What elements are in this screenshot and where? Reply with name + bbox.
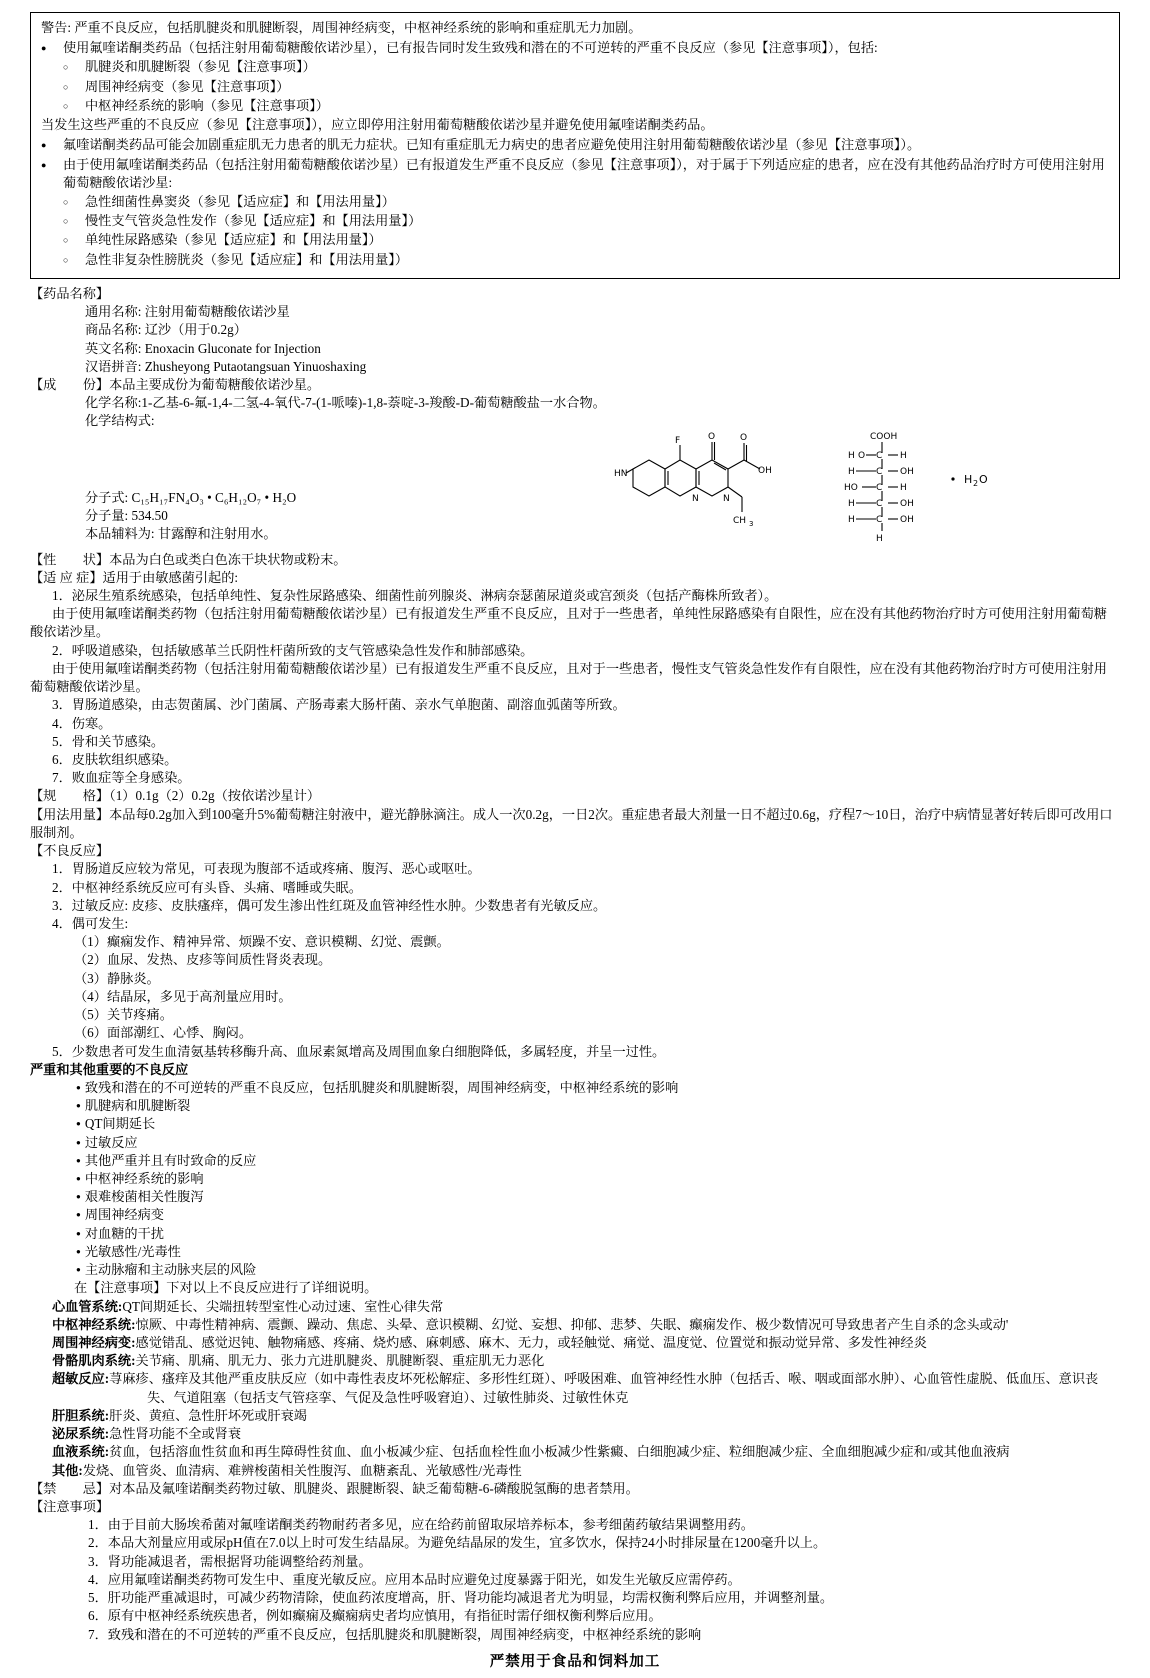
list-item: 4．应用氟喹诺酮类药物可发生中、重度光敏反应。应用本品时应避免过度暴露于阳光，如发生光敏反应需停药。 <box>88 1571 741 1587</box>
mw-key: 分子量: <box>85 507 129 523</box>
warning-bullet-3 <box>41 156 1109 192</box>
chem-name-key: 化学名称: <box>85 395 142 411</box>
adverse-subitem: （2）血尿、发热、皮疹等间质性肾炎表现。 <box>74 952 332 968</box>
adverse-item: 2．中枢神经系统反应可有头昏、头痛、嗜睡或失眠。 <box>52 879 362 895</box>
adverse-system-text: 荨麻疹、瘙痒及其他严重皮肤反应（如中毒性表皮坏死松解症、多形性红斑）、呼吸困难、血管神经性水肿（包括舌、喉、咽或面部水肿）、心血管性虚脱、低血压、意识丧失、气道阻塞（包括支气管痉挛、气促及急性呼吸窘迫）、过敏性肺炎、过敏性休克 <box>109 1371 1099 1405</box>
excipient-value: 甘露醇和注射用水。 <box>157 526 277 542</box>
struct-label: 化学结构式: <box>85 413 155 429</box>
drug-label-page <box>30 0 1120 1678</box>
svg-text:C: C <box>876 466 883 477</box>
list-item <box>63 231 1109 249</box>
adverse-system-category: 心血管系统: <box>52 1298 123 1314</box>
adverse-system-category: 肝胆系统: <box>52 1407 110 1423</box>
svg-text:2: 2 <box>973 478 979 488</box>
list-item: ● 主动脉瘤和主动脉夹层的风险 <box>70 1261 1120 1279</box>
section-title-adverse: 【不良反应】 <box>30 843 110 859</box>
list-item <box>63 193 1109 211</box>
hollow-bullet-icon <box>63 212 85 229</box>
warning-bullet-1 <box>41 39 1109 57</box>
section-contraindications <box>30 1480 1120 1498</box>
adverse-system-text: 急性肾功能不全或肾衰 <box>109 1426 242 1442</box>
svg-text:H: H <box>900 450 907 461</box>
indication-item: 4．伤寒。 <box>52 715 112 731</box>
list-item-label: 慢性支气管炎急性发作（参见【适应症】和【用法用量】） <box>85 213 422 229</box>
hollow-bullet-icon <box>63 58 85 75</box>
list-item: 3．肾功能减退者，需根据肾功能调整给药剂量。 <box>88 1553 372 1569</box>
section-properties <box>30 551 1120 569</box>
warning-line-2: 当发生这些严重的不良反应（参见【注意事项】），应立即停用注射用葡萄糖酸依诺沙星并避免使用氟喹诺酮类药品。 <box>41 117 714 133</box>
list-item <box>63 78 1109 96</box>
list-item: ● 光敏感性/光毒性 <box>70 1243 1120 1261</box>
adverse-system-text: 关节痛、肌痛、肌无力、张力亢进肌腱炎、肌腱断裂、重症肌无力恶化 <box>135 1353 545 1369</box>
svg-text:OH: OH <box>900 466 914 477</box>
adverse-system-text: 贫血，包括溶血性贫血和再生障碍性贫血、血小板减少症、包括血栓性血小板减少性紫癜、白细胞减少症、粒细胞减少症、全血细胞减少症和/或其他血液病 <box>109 1444 1010 1460</box>
warning-headline: 警告: 严重不良反应，包括肌腱炎和肌腱断裂，周围神经病变，中枢神经系统的影响和重症肌无力加剧。 <box>41 20 642 35</box>
mw-value: 534.50 <box>131 507 168 523</box>
list-item: 5．肝功能严重减退时，可减少药物清除，使血药浓度增高，肝、肾功能均减退者尤为明显，均需权衡利弊后应用，并调整剂量。 <box>88 1590 834 1606</box>
indications-heading-row <box>30 569 1120 587</box>
adverse-system-row <box>52 1443 1120 1461</box>
indication-note: 由于使用氟喹诺酮类药物（包括注射用葡萄糖酸依诺沙星）已有报道发生严重不良反应，且对于一些患者，单纯性尿路感染有自限性，应在没有其他药物治疗时方可使用注射用葡萄糖酸依诺沙星。 <box>30 606 1107 640</box>
structure-figures <box>570 417 1030 542</box>
indications-intro: 适用于由敏感菌引起的: <box>102 569 239 585</box>
list-item: ● 致残和潜在的不可逆转的严重不良反应，包括肌腱炎和肌腱断裂，周围神经病变，中枢神经系统的影响 <box>70 1079 1120 1097</box>
list-item-label: 肌腱炎和肌腱断裂（参见【注意事项】） <box>85 59 316 75</box>
svg-text:F: F <box>675 435 681 446</box>
adverse-system-row <box>52 1298 1120 1316</box>
excipient-key: 本品辅料为: <box>85 526 155 542</box>
svg-text:C: C <box>876 514 883 525</box>
list-item <box>63 212 1109 230</box>
list-item-label: 急性细菌性鼻窦炎（参见【适应症】和【用法用量】） <box>85 193 395 209</box>
svg-text:H: H <box>848 466 855 477</box>
composition-intro: 本品主要成份为葡萄糖酸依诺沙星。 <box>109 376 321 392</box>
hollow-bullet-icon <box>63 97 85 114</box>
drug-name-key: 英文名称: <box>85 340 142 356</box>
svg-text:H: H <box>848 450 855 461</box>
section-title-spec: 【规 格】 <box>30 788 110 804</box>
svg-text:O: O <box>858 450 866 461</box>
svg-text:O: O <box>740 432 748 443</box>
drug-name-key: 商品名称: <box>85 322 142 338</box>
drug-name-key: 汉语拼音: <box>85 358 142 374</box>
svg-text:HN: HN <box>614 468 628 479</box>
list-item: ● 肌腱病和肌腱断裂 <box>70 1097 1120 1115</box>
hollow-bullet-icon <box>63 193 85 210</box>
adverse-detail-note: 在【注意事项】下对以上不良反应进行了详细说明。 <box>74 1280 378 1296</box>
list-item: 2．本品大剂量应用或尿pH值在7.0以上时可发生结晶尿。为避免结晶尿的发生，宜多饮水，保持24小时排尿量在1200毫升以上。 <box>88 1535 827 1551</box>
section-indications <box>30 569 1120 788</box>
list-item <box>63 97 1109 115</box>
svg-text:O: O <box>708 431 716 442</box>
list-item-label: 中枢神经系统的影响（参见【注意事项】） <box>85 97 329 113</box>
section-precautions <box>30 1498 1120 1644</box>
adverse-item: 1．胃肠道反应较为常见，可表现为腹部不适或疼痛、腹泻、恶心或呕吐。 <box>52 861 481 877</box>
section-spec <box>30 787 1120 805</box>
svg-text:OH: OH <box>900 514 914 525</box>
svg-text:H: H <box>964 472 973 486</box>
drug-name-key: 通用名称: <box>85 304 142 320</box>
spec-text: （1）0.1g（2）0.2g（按依诺沙星计） <box>109 788 321 804</box>
svg-text:O: O <box>979 472 988 486</box>
adverse-system-category: 泌尿系统: <box>52 1426 110 1442</box>
drug-name-value: 注射用葡萄糖酸依诺沙星 <box>144 304 290 320</box>
warning-bullet-2-text: 氟喹诺酮类药品可能会加剧重症肌无力患者的肌无力症状。已知有重症肌无力病史的患者应避免使用注射用葡萄糖酸依诺沙星（参见【注意事项】）。 <box>63 137 921 153</box>
svg-text:OH: OH <box>900 498 914 509</box>
precautions-list <box>30 1516 1120 1644</box>
chem-name-value: 1-乙基-6-氟-1,4-二氢-4-氧代-7-(1-哌嗪)-1,8-萘啶-3-羧酸-D-葡萄糖酸盐一水合物。 <box>141 395 606 411</box>
section-title-indications: 【适 应 症】 <box>30 569 103 585</box>
list-item: ● 周围神经病变 <box>70 1206 1120 1224</box>
svg-text:H: H <box>848 514 855 525</box>
warning-box <box>30 12 1120 279</box>
contraindications-text: 对本品及氟喹诺酮类药物过敏、肌腱炎、跟腱断裂、缺乏葡萄糖-6-磷酸脱氢酶的患者禁用。 <box>109 1480 639 1496</box>
hollow-bullet-icon <box>63 78 85 95</box>
adverse-system-category: 血液系统: <box>52 1444 110 1460</box>
list-item-label: 急性非复杂性膀胱炎（参见【适应症】和【用法用量】） <box>85 251 409 267</box>
indication-item: 5．骨和关节感染。 <box>52 733 165 749</box>
svg-text:COOH: COOH <box>870 431 898 442</box>
list-item <box>63 251 1109 269</box>
adverse-item: 4．偶可发生: <box>52 915 129 931</box>
svg-text:H: H <box>900 482 907 493</box>
adverse-system-row <box>52 1425 1120 1443</box>
adverse-system-row <box>52 1352 1120 1370</box>
section-dosage <box>30 806 1120 842</box>
svg-text:CH: CH <box>733 515 747 526</box>
adverse-system-text: QT间期延长、尖端扭转型室性心动过速、室性心律失常 <box>122 1298 444 1314</box>
list-item: ● QT间期延长 <box>70 1115 1120 1133</box>
properties-text: 本品为白色或类白色冻干块状物或粉末。 <box>109 551 347 567</box>
enoxacin-gluconate-structure-svg <box>570 417 1030 542</box>
section-drug-name <box>30 285 1120 376</box>
indication-item: 6．皮肤软组织感染。 <box>52 752 178 767</box>
adverse-item: 3．过敏反应: 皮疹、皮肤瘙痒，偶可发生渗出性红斑及血管神经性水肿。少数患者有光敏反应。 <box>52 897 607 913</box>
svg-text:C: C <box>876 498 883 509</box>
indication-item: 2．呼吸道感染，包括敏感革兰氏阴性杆菌所致的支气管感染急性发作和肺部感染。 <box>52 642 534 658</box>
warning-bullet-3-text: 由于使用氟喹诺酮类药品（包括注射用葡萄糖酸依诺沙星）已有报道发生严重不良反应（参见【注意事项】），对于属于下列适应症的患者，应在没有其他药品治疗时方可使用注射用葡萄糖酸依诺沙星: <box>63 156 1105 190</box>
svg-text:H: H <box>876 533 883 542</box>
bullet-icon <box>41 39 63 56</box>
svg-text:H: H <box>848 498 855 509</box>
svg-text:N: N <box>692 493 699 504</box>
list-item: ● 过敏反应 <box>70 1134 1120 1152</box>
adverse-item: 5．少数患者可发生血清氨基转移酶升高、血尿素氮增高及周围血象白细胞降低，多属轻度，并呈一过性。 <box>52 1043 666 1059</box>
adverse-system-row <box>52 1334 1120 1352</box>
drug-name-row <box>85 358 1120 376</box>
drug-name-value: Enoxacin Gluconate for Injection <box>144 340 321 356</box>
list-item-label: 单纯性尿路感染（参见【适应症】和【用法用量】） <box>85 232 382 248</box>
adverse-subitem: （4）结晶尿，多见于高剂量应用时。 <box>74 988 292 1004</box>
adverse-subitem: （5）关节疼痛。 <box>74 1007 173 1023</box>
section-title-properties: 【性 状】 <box>30 551 110 567</box>
indication-item: 3．胃肠道感染，由志贺菌属、沙门菌属、产肠毒素大肠杆菌、亲水气单胞菌、副溶血弧菌等所致。 <box>52 697 626 713</box>
section-title-dosage: 【用法用量】 <box>30 806 110 822</box>
formula-value: C₁₅H₁₇FN₄O₃ • C₆H₁₂O₇ • H₂O <box>131 489 297 505</box>
adverse-system-category: 中枢神经系统: <box>52 1316 136 1332</box>
drug-name-value: Zhusheyong Putaotangsuan Yinuoshaxing <box>144 358 367 374</box>
svg-text:HO: HO <box>844 482 858 493</box>
warning-bullet-2 <box>41 136 1109 154</box>
adverse-system-row <box>52 1462 1120 1480</box>
warning-bullet-1-sublist <box>63 58 1109 115</box>
svg-text:N: N <box>723 493 730 504</box>
hollow-bullet-icon <box>63 231 85 248</box>
list-item: 1．由于目前大肠埃希菌对氟喹诺酮类药物耐药者多见，应在给药前留取尿培养标本，参考细菌药敏结果调整用药。 <box>88 1517 754 1533</box>
drug-name-row <box>85 340 1120 358</box>
svg-text:C: C <box>876 482 883 493</box>
drug-name-row <box>85 321 1120 339</box>
drug-name-row <box>85 303 1120 321</box>
indication-note: 由于使用氟喹诺酮类药物（包括注射用葡萄糖酸依诺沙星）已有报道发生严重不良反应，且对于一些患者，慢性支气管炎急性发作有自限性，应在没有其他药物治疗时方可使用注射用葡萄糖酸依诺沙星。 <box>30 660 1107 695</box>
bullet-icon <box>41 156 63 173</box>
section-title-drug-name: 【药品名称】 <box>30 285 110 301</box>
list-item: 7．致残和潜在的不可逆转的严重不良反应，包括肌腱炎和肌腱断裂，周围神经病变，中枢神经系统的影响 <box>88 1626 702 1642</box>
section-adverse <box>30 842 1120 1480</box>
composition-heading-row <box>30 376 1120 394</box>
adverse-system-text: 惊厥、中毒性精神病、震颤、躁动、焦虑、头晕、意识模糊、幻觉、妄想、抑郁、悲梦、失眠、癫痫发作、极少数情况可导致患者产生自杀的念头或动' <box>135 1316 1009 1332</box>
dosage-text: 本品每0.2g加入到100毫升5%葡萄糖注射液中，避光静脉滴注。成人一次0.2g，一日2次。重症患者最大剂量一日不超过0.6g，疗程7～10日，治疗中病情显著好转后即可改用口服制剂。 <box>30 806 1113 840</box>
list-item: ● 对血糖的干扰 <box>70 1225 1120 1243</box>
adverse-subitem: （6）面部潮红、心悸、胸闷。 <box>74 1025 253 1041</box>
section-composition <box>30 376 1120 551</box>
chemical-structure-area <box>30 431 1120 551</box>
serious-adverse-list <box>70 1079 1120 1279</box>
svg-text:OH: OH <box>758 465 772 476</box>
warning-bullet-3-sublist <box>63 193 1109 269</box>
list-item: ● 中枢神经系统的影响 <box>70 1170 1120 1188</box>
drug-name-value: 辽沙（用于0.2g） <box>144 322 247 338</box>
bullet-icon <box>41 136 63 153</box>
adverse-system-category: 周围神经病变: <box>52 1335 136 1350</box>
svg-text:C: C <box>876 450 883 461</box>
indication-item: 1．泌尿生殖系统感染，包括单纯性、复杂性尿路感染、细菌性前列腺炎、淋病奈瑟菌尿道炎或宫颈炎（包括产酶株所致者）。 <box>52 588 778 604</box>
footer-notice: 严禁用于食品和饲料加工 <box>489 1653 661 1670</box>
list-item-label: 周围神经病变（参见【注意事项】） <box>85 78 290 94</box>
list-item: ● 艰难梭菌相关性腹泻 <box>70 1188 1120 1206</box>
adverse-system-text: 肝炎、黄疸、急性肝坏死或肝衰竭 <box>109 1407 307 1423</box>
section-title-contraindications: 【禁 忌】 <box>30 1480 110 1496</box>
adverse-system-row <box>52 1407 1120 1425</box>
svg-text:3: 3 <box>749 519 754 528</box>
adverse-system-category: 骨骼肌肉系统: <box>52 1353 136 1369</box>
list-item <box>63 58 1109 76</box>
serious-adverse-title: 严重和其他重要的不良反应 <box>30 1061 189 1077</box>
adverse-system-category: 其他: <box>52 1462 83 1478</box>
adverse-system-category: 超敏反应: <box>52 1371 110 1387</box>
warning-bullet-1-text: 使用氟喹诺酮类药品（包括注射用葡萄糖酸依诺沙星），已有报告同时发生致残和潜在的不可逆转的严重不良反应（参见【注意事项】），包括: <box>63 40 878 56</box>
adverse-system-text: 感觉错乱、感觉迟钝、触物痛感、疼痛、烧灼感、麻刺感、麻木、无力，或轻触觉、痛觉、温度觉、位置觉和振动觉异常、多发性神经炎 <box>135 1335 927 1350</box>
adverse-system-row <box>52 1370 1120 1406</box>
section-title-precautions: 【注意事项】 <box>30 1498 110 1514</box>
formula-key: 分子式: <box>85 489 129 505</box>
adverse-system-text: 发烧、血管炎、血清病、难辨梭菌相关性腹泻、血糖紊乱、光敏感性/光毒性 <box>82 1462 522 1478</box>
adverse-subitem: （1）癫痫发作、精神异常、烦躁不安、意识模糊、幻觉、震颤。 <box>74 934 450 950</box>
adverse-system-row <box>52 1316 1120 1334</box>
chem-name-row <box>85 394 1120 412</box>
adverse-subitem: （3）静脉炎。 <box>74 970 160 986</box>
hollow-bullet-icon <box>63 251 85 268</box>
list-item: ● 其他严重并且有时致命的反应 <box>70 1152 1120 1170</box>
list-item: 6．原有中枢神经系统疾患者，例如癫痫及癫痫病史者均应慎用，有指征时需仔细权衡利弊后应用。 <box>88 1608 662 1624</box>
section-title-composition: 【成 份】 <box>30 376 110 392</box>
indication-item: 7．败血症等全身感染。 <box>52 770 191 786</box>
